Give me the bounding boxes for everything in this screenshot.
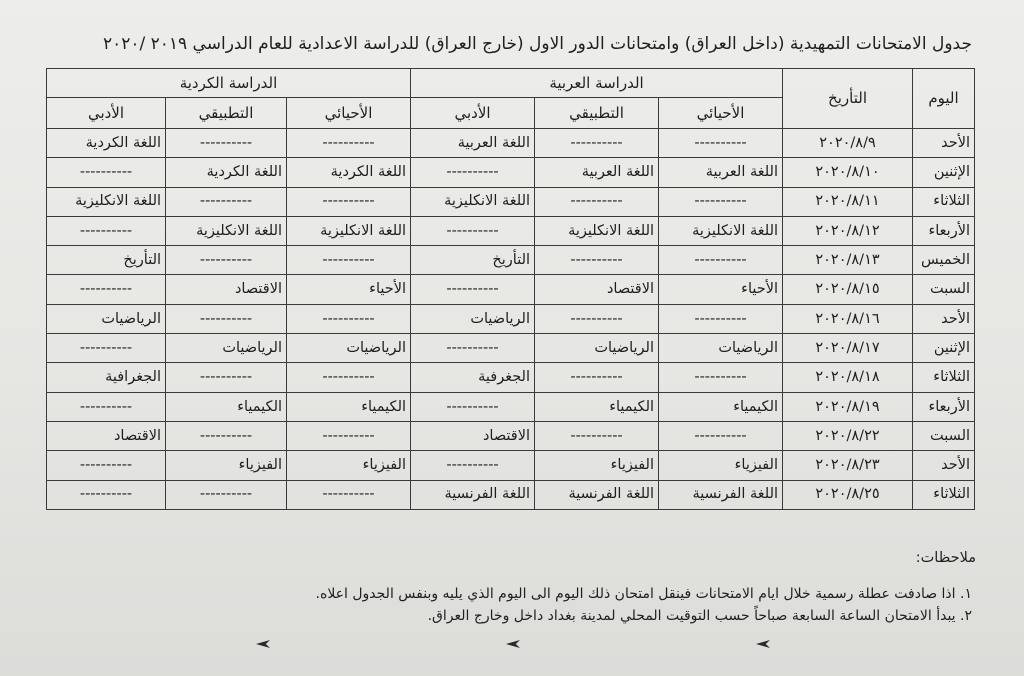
arabic-literary-cell: ----------: [411, 275, 535, 304]
kurdish-applied-cell: ----------: [166, 421, 287, 450]
day-cell: الخميس: [913, 246, 975, 275]
arabic-bio-cell: ----------: [659, 129, 783, 158]
arabic-bio-cell: ----------: [659, 304, 783, 333]
kurdish-applied-cell: ----------: [166, 363, 287, 392]
arabic-applied-cell: ----------: [535, 363, 659, 392]
kurdish-applied-cell: اللغة الكردية: [166, 158, 287, 187]
header-kurdish-literary: الأدبي: [47, 98, 166, 129]
arabic-applied-cell: ----------: [535, 304, 659, 333]
table-row: [47, 451, 975, 480]
kurdish-bio-cell: ----------: [287, 304, 411, 333]
table-row: [47, 246, 975, 275]
header-kurdish-study: الدراسة الكردية: [47, 69, 411, 98]
kurdish-applied-cell: ----------: [166, 246, 287, 275]
kurdish-bio-cell: ----------: [287, 187, 411, 216]
arabic-literary-cell: ----------: [411, 216, 535, 245]
header-arabic-study: الدراسة العربية: [411, 69, 783, 98]
kurdish-literary-cell: ----------: [47, 275, 166, 304]
kurdish-bio-cell: ----------: [287, 480, 411, 509]
kurdish-literary-cell: ----------: [47, 334, 166, 363]
kurdish-bio-cell: الرياضيات: [287, 334, 411, 363]
date-cell: ٢٠٢٠/٨/١٧: [783, 334, 913, 363]
kurdish-applied-cell: ----------: [166, 304, 287, 333]
day-cell: الأحد: [913, 129, 975, 158]
day-cell: السبت: [913, 421, 975, 450]
header-kurdish-bio: الأحيائي: [287, 98, 411, 129]
kurdish-bio-cell: الأحياء: [287, 275, 411, 304]
date-cell: ٢٠٢٠/٨/١٩: [783, 392, 913, 421]
arabic-bio-cell: الرياضيات: [659, 334, 783, 363]
table-row: [47, 392, 975, 421]
arabic-applied-cell: ----------: [535, 187, 659, 216]
exam-schedule-table: [46, 68, 975, 510]
arabic-literary-cell: التأريخ: [411, 246, 535, 275]
kurdish-applied-cell: ----------: [166, 187, 287, 216]
day-cell: الثلاثاء: [913, 480, 975, 509]
punch-mark-icon: [256, 640, 270, 648]
kurdish-bio-cell: اللغة الانكليزية: [287, 216, 411, 245]
arabic-bio-cell: الفيزياء: [659, 451, 783, 480]
kurdish-bio-cell: ----------: [287, 421, 411, 450]
kurdish-applied-cell: ----------: [166, 129, 287, 158]
header-kurdish-applied: التطبيقي: [166, 98, 287, 129]
day-cell: الثلاثاء: [913, 363, 975, 392]
note-item-1: ١. اذا صادفت عطلة رسمية خلال ايام الامتحانات فينقل امتحان ذلك اليوم الى اليوم الذي يليه وبنفس الجدول اعلاه.: [315, 586, 972, 602]
table-row: [47, 421, 975, 450]
arabic-bio-cell: ----------: [659, 363, 783, 392]
arabic-bio-cell: اللغة الانكليزية: [659, 216, 783, 245]
kurdish-literary-cell: ----------: [47, 216, 166, 245]
arabic-bio-cell: الكيمياء: [659, 392, 783, 421]
day-cell: الأربعاء: [913, 392, 975, 421]
day-cell: الأحد: [913, 304, 975, 333]
arabic-applied-cell: الكيمياء: [535, 392, 659, 421]
date-cell: ٢٠٢٠/٨/١٣: [783, 246, 913, 275]
punch-mark-icon: [506, 640, 520, 648]
arabic-literary-cell: ----------: [411, 158, 535, 187]
header-date: التأريخ: [783, 69, 913, 129]
arabic-applied-cell: ----------: [535, 129, 659, 158]
kurdish-literary-cell: اللغة الكردية: [47, 129, 166, 158]
kurdish-literary-cell: ----------: [47, 158, 166, 187]
arabic-literary-cell: ----------: [411, 334, 535, 363]
arabic-bio-cell: ----------: [659, 421, 783, 450]
kurdish-bio-cell: ----------: [287, 363, 411, 392]
header-arabic-applied: التطبيقي: [535, 98, 659, 129]
table-row: [47, 304, 975, 333]
notes-title: ملاحظات:: [915, 550, 976, 566]
kurdish-bio-cell: ----------: [287, 129, 411, 158]
kurdish-literary-cell: ----------: [47, 451, 166, 480]
table-row: [47, 129, 975, 158]
arabic-applied-cell: ----------: [535, 246, 659, 275]
table-row: [47, 275, 975, 304]
arabic-bio-cell: ----------: [659, 187, 783, 216]
kurdish-literary-cell: اللغة الانكليزية: [47, 187, 166, 216]
day-cell: الثلاثاء: [913, 187, 975, 216]
arabic-literary-cell: الجغرفية: [411, 363, 535, 392]
kurdish-bio-cell: الفيزياء: [287, 451, 411, 480]
date-cell: ٢٠٢٠/٨/٢٢: [783, 421, 913, 450]
table-row: [47, 187, 975, 216]
arabic-applied-cell: اللغة العربية: [535, 158, 659, 187]
table-row: [47, 158, 975, 187]
arabic-literary-cell: اللغة الفرنسية: [411, 480, 535, 509]
arabic-literary-cell: اللغة العربية: [411, 129, 535, 158]
punch-mark-icon: [756, 640, 770, 648]
date-cell: ٢٠٢٠/٨/١٥: [783, 275, 913, 304]
arabic-bio-cell: اللغة الفرنسية: [659, 480, 783, 509]
kurdish-bio-cell: الكيمياء: [287, 392, 411, 421]
note-item-2: ٢. يبدأ الامتحان الساعة السابعة صباحاً حسب التوقيت المحلي لمدينة بغداد داخل وخارج العراق.: [427, 608, 972, 624]
table-row: [47, 363, 975, 392]
arabic-applied-cell: الرياضيات: [535, 334, 659, 363]
table-header-row: [47, 69, 975, 98]
date-cell: ٢٠٢٠/٨/٢٥: [783, 480, 913, 509]
kurdish-applied-cell: الكيمياء: [166, 392, 287, 421]
kurdish-bio-cell: ----------: [287, 246, 411, 275]
kurdish-literary-cell: الرياضيات: [47, 304, 166, 333]
kurdish-literary-cell: التأريخ: [47, 246, 166, 275]
arabic-applied-cell: ----------: [535, 421, 659, 450]
arabic-literary-cell: الرياضيات: [411, 304, 535, 333]
arabic-bio-cell: ----------: [659, 246, 783, 275]
header-arabic-literary: الأدبي: [411, 98, 535, 129]
page-title: جدول الامتحانات التمهيدية (داخل العراق) وامتحانات الدور الاول (خارج العراق) للدراسة الاعدادية للعام الدراسي ٢٠١٩ /٢٠٢٠: [102, 34, 972, 54]
day-cell: الإثنين: [913, 158, 975, 187]
kurdish-literary-cell: ----------: [47, 480, 166, 509]
table-row: [47, 334, 975, 363]
kurdish-literary-cell: الاقتصاد: [47, 421, 166, 450]
kurdish-applied-cell: الرياضيات: [166, 334, 287, 363]
arabic-applied-cell: الفيزياء: [535, 451, 659, 480]
date-cell: ٢٠٢٠/٨/١٦: [783, 304, 913, 333]
date-cell: ٢٠٢٠/٨/١١: [783, 187, 913, 216]
day-cell: الإثنين: [913, 334, 975, 363]
arabic-applied-cell: اللغة الانكليزية: [535, 216, 659, 245]
day-cell: الأربعاء: [913, 216, 975, 245]
arabic-bio-cell: اللغة العربية: [659, 158, 783, 187]
arabic-literary-cell: اللغة الانكليزية: [411, 187, 535, 216]
kurdish-applied-cell: الاقتصاد: [166, 275, 287, 304]
arabic-literary-cell: الاقتصاد: [411, 421, 535, 450]
day-cell: الأحد: [913, 451, 975, 480]
arabic-applied-cell: اللغة الفرنسية: [535, 480, 659, 509]
kurdish-literary-cell: الجغرافية: [47, 363, 166, 392]
date-cell: ٢٠٢٠/٨/٩: [783, 129, 913, 158]
date-cell: ٢٠٢٠/٨/١٢: [783, 216, 913, 245]
arabic-literary-cell: ----------: [411, 392, 535, 421]
day-cell: السبت: [913, 275, 975, 304]
kurdish-applied-cell: الفيزياء: [166, 451, 287, 480]
kurdish-applied-cell: اللغة الانكليزية: [166, 216, 287, 245]
kurdish-bio-cell: اللغة الكردية: [287, 158, 411, 187]
table-row: [47, 480, 975, 509]
date-cell: ٢٠٢٠/٨/١٠: [783, 158, 913, 187]
kurdish-applied-cell: ----------: [166, 480, 287, 509]
table-body: [47, 129, 975, 510]
header-arabic-bio: الأحيائي: [659, 98, 783, 129]
date-cell: ٢٠٢٠/٨/١٨: [783, 363, 913, 392]
kurdish-literary-cell: ----------: [47, 392, 166, 421]
table-row: [47, 216, 975, 245]
arabic-applied-cell: الاقتصاد: [535, 275, 659, 304]
date-cell: ٢٠٢٠/٨/٢٣: [783, 451, 913, 480]
arabic-literary-cell: ----------: [411, 451, 535, 480]
header-day: اليوم: [913, 69, 975, 129]
arabic-bio-cell: الأحياء: [659, 275, 783, 304]
